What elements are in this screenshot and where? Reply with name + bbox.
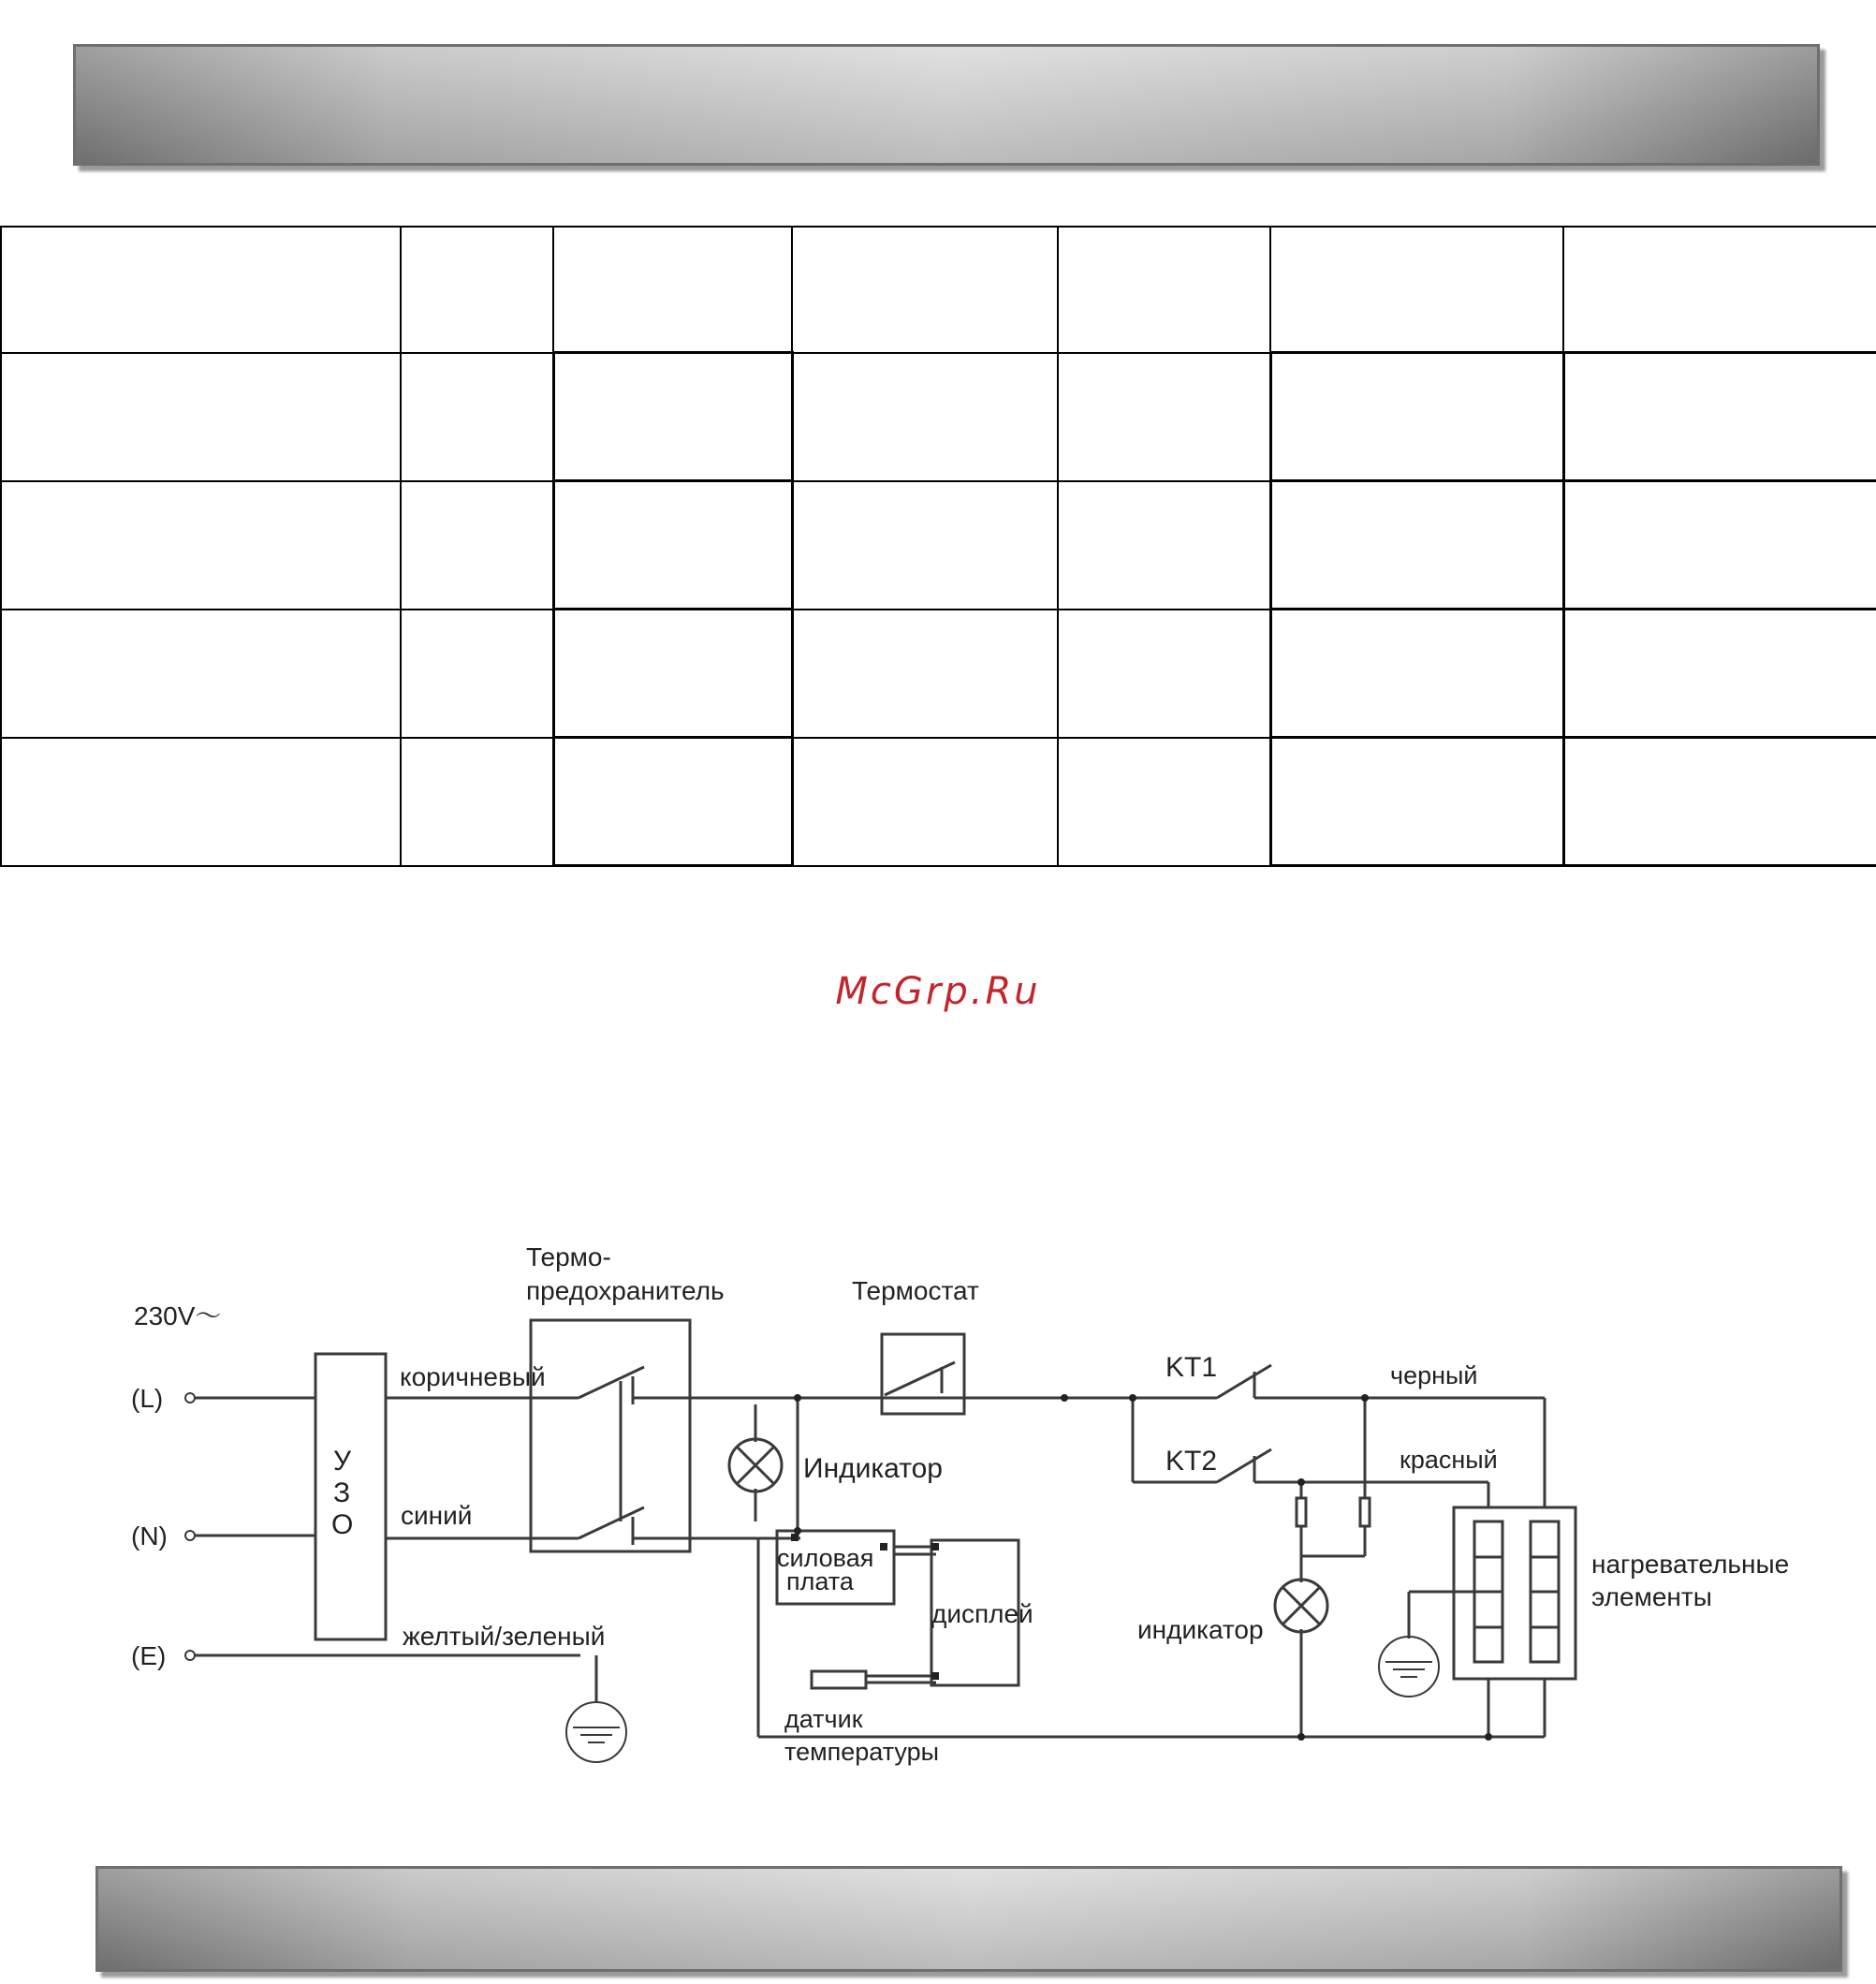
table-cell — [553, 227, 792, 353]
table-cell — [1270, 610, 1563, 738]
table-cell — [401, 481, 553, 610]
table-row — [1, 353, 1876, 481]
wire-blue-label: синий — [401, 1501, 473, 1530]
thermostat-box — [882, 1334, 964, 1414]
ground-icon — [1379, 1637, 1439, 1697]
table-cell — [1270, 353, 1563, 481]
table-cell — [1563, 227, 1876, 353]
table-cell — [1, 610, 401, 738]
table-cell — [553, 481, 792, 610]
table-cell — [401, 738, 553, 866]
rcd-label: З — [333, 1477, 351, 1508]
table-cell — [1563, 353, 1876, 481]
wire-black-label: черный — [1390, 1361, 1478, 1389]
terminal-n-label: (N) — [131, 1521, 168, 1550]
table-row — [1, 610, 1876, 738]
voltage-label: 230V～ — [134, 1301, 222, 1330]
relay-kt2-label: KT2 — [1165, 1446, 1218, 1477]
temperature-sensor — [812, 1671, 866, 1688]
table-cell — [401, 227, 553, 353]
rcd-label: У — [333, 1446, 352, 1477]
power-board-label: силовая — [777, 1544, 874, 1572]
spec-table — [0, 226, 1876, 867]
thermal-fuse-box — [531, 1320, 690, 1551]
terminal-l-label: (L) — [131, 1384, 164, 1413]
watermark: McGrp.Ru — [835, 970, 1041, 1013]
table-cell — [1563, 481, 1876, 610]
table-row — [1, 227, 1876, 353]
indicator-lamp-icon — [1275, 1580, 1327, 1632]
power-board-label: плата — [786, 1567, 854, 1595]
table-cell — [1, 481, 401, 610]
table-cell — [401, 610, 553, 738]
table-cell — [792, 481, 1058, 610]
heating-elements-label: нагревательные — [1591, 1550, 1790, 1579]
temp-sensor-label: датчик — [784, 1705, 863, 1733]
temp-sensor-label: температуры — [784, 1738, 940, 1766]
table-cell — [792, 227, 1058, 353]
rcd-label: О — [331, 1509, 354, 1540]
table-cell — [792, 353, 1058, 481]
wire-yellow-green-label: желтый/зеленый — [403, 1622, 606, 1651]
table-cell — [1270, 227, 1563, 353]
footer-banner — [95, 1866, 1842, 1972]
table-cell — [1270, 738, 1563, 866]
wire-brown-label: коричневый — [400, 1362, 546, 1391]
indicator-lamp-icon — [729, 1439, 782, 1492]
table-cell — [553, 738, 792, 866]
table-cell — [1563, 738, 1876, 866]
table-cell — [792, 738, 1058, 866]
table-cell — [1270, 481, 1563, 610]
table-cell — [1058, 227, 1270, 353]
wire-red-label: красный — [1400, 1446, 1498, 1474]
rcd-box — [315, 1354, 386, 1639]
table-cell — [1058, 481, 1270, 610]
table-cell — [1, 353, 401, 481]
thermal-fuse-label: предохранитель — [526, 1276, 725, 1305]
table-row — [1, 481, 1876, 610]
table-cell — [1, 738, 401, 866]
indicator-2-label: индикатор — [1137, 1615, 1264, 1644]
table-cell — [401, 353, 553, 481]
indicator-label: Индикатор — [803, 1453, 943, 1484]
display-label: дисплей — [931, 1599, 1033, 1628]
relay-kt1-label: KT1 — [1165, 1352, 1218, 1383]
table-cell — [553, 353, 792, 481]
table-cell — [1058, 738, 1270, 866]
ground-icon — [566, 1702, 626, 1762]
table-cell — [1058, 610, 1270, 738]
thermal-fuse-label: Термо- — [526, 1242, 611, 1271]
wiring-diagram — [0, 1217, 1876, 1798]
header-banner — [73, 44, 1820, 166]
table-cell — [792, 610, 1058, 738]
table-cell — [1, 227, 401, 353]
terminal-e-label: (E) — [131, 1641, 167, 1670]
table-cell — [553, 610, 792, 738]
thermostat-label: Термостат — [852, 1276, 979, 1305]
heating-elements-label: элементы — [1591, 1582, 1712, 1611]
table-cell — [1563, 610, 1876, 738]
table-cell — [1058, 353, 1270, 481]
table-row — [1, 738, 1876, 866]
